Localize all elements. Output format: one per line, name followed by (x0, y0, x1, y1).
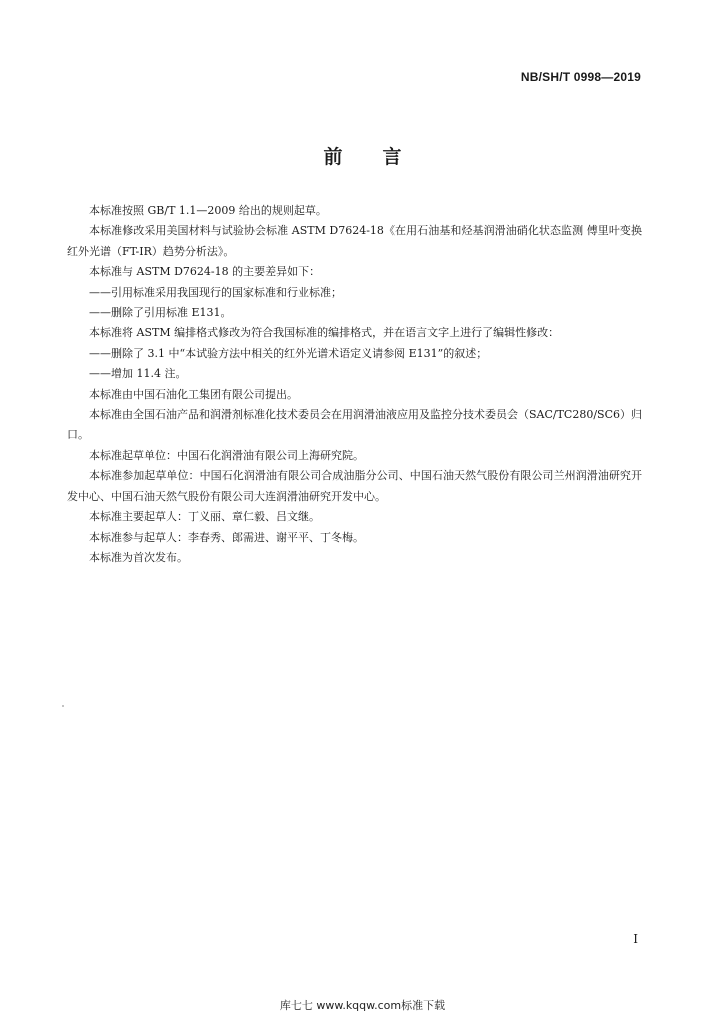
paragraph-drafting-rules: 本标准按照 GB/T 1.1—2009 给出的规则起草。 (89, 204, 327, 217)
paragraph-drafting-unit: 本标准起草单位：中国石化润滑油有限公司上海研究院。 (89, 448, 364, 462)
foreword-body (67, 201, 642, 568)
paragraph-participating-drafters: 本标准参与起草人：李春秀、郎需进、谢平平、丁冬梅。 (89, 530, 364, 544)
paragraph-format-changes: 本标准将 ASTM 编排格式修改为符合我国标准的编排格式，并在语言文字上进行了编辑性修改： (89, 326, 560, 340)
list-item-difference-2: ——删除了引用标准 E131。 (89, 306, 232, 320)
paragraph-first-release: 本标准为首次发布。 (89, 550, 188, 564)
list-item-format-change-1: ——删除了 3.1 中“本试验方法中相关的红外光谱术语定义请参阅 E131”的叙述； (89, 346, 488, 360)
paragraph-adoption: 本标准修改采用美国材料与试验协会标准 ASTM D7624-18《在用石油基和烃基润滑油硝化状态监测 傅里叶变换红外光谱（FT-IR）趋势分析法》。 (67, 224, 642, 258)
list-item-format-change-2: ——增加 11.4 注。 (89, 367, 187, 381)
paragraph-committee: 本标准由全国石油产品和润滑剂标准化技术委员会在用润滑油液应用及监控分技术委员会（SAC/TC280/SC6）归口。 (67, 408, 643, 442)
page-title: 前言 (323, 146, 442, 168)
scan-speck (62, 705, 64, 707)
footer-watermark: 库七七 www.kqqw.com标准下载 (279, 999, 446, 1012)
paragraph-differences-intro: 本标准与 ASTM D7624-18 的主要差异如下： (89, 265, 321, 279)
standard-number: NB/SH/T 0998—2019 (520, 70, 641, 84)
paragraph-participating-units: 本标准参加起草单位：中国石化润滑油有限公司合成油脂分公司、中国石油天然气股份有限公司兰州润滑油研究开发中心、中国石油天然气股份有限公司大连润滑油研究开发中心。 (67, 469, 642, 503)
paragraph-proposer: 本标准由中国石油化工集团有限公司提出。 (89, 387, 298, 401)
page-number: I (633, 932, 638, 946)
list-item-difference-1: ——引用标准采用我国现行的国家标准和行业标准； (89, 285, 342, 299)
paragraph-main-drafters: 本标准主要起草人：丁义丽、章仁毅、吕文继。 (89, 510, 320, 524)
